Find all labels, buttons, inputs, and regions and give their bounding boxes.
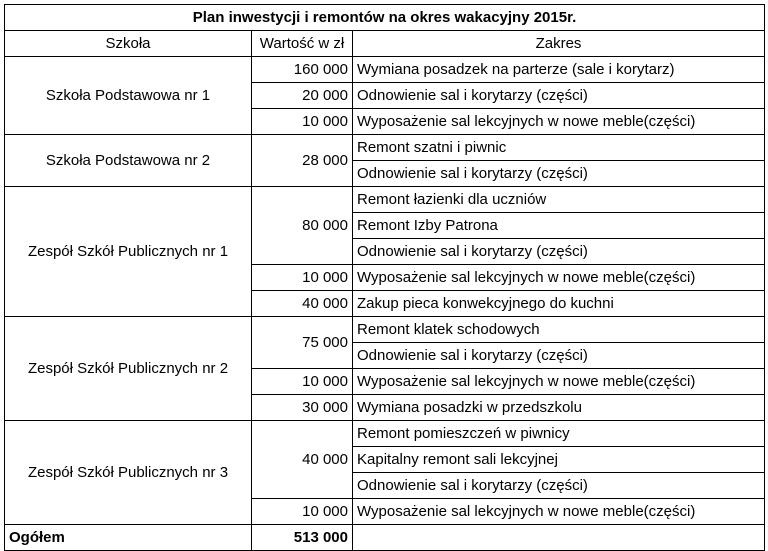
value-cell: 160 000 [252, 57, 353, 83]
scope-cell: Remont łazienki dla uczniów [353, 187, 765, 213]
header-row [5, 31, 765, 57]
table-row [5, 135, 765, 161]
scope-cell: Odnowienie sal i korytarzy (części) [353, 239, 765, 265]
scope-cell: Odnowienie sal i korytarzy (części) [353, 161, 765, 187]
value-cell: 28 000 [252, 135, 353, 187]
value-cell: 75 000 [252, 317, 353, 369]
scope-cell: Odnowienie sal i korytarzy (części) [353, 473, 765, 499]
school-cell: Szkoła Podstawowa nr 1 [5, 57, 252, 135]
column-header-value: Wartość w zł [252, 31, 353, 57]
scope-cell: Odnowienie sal i korytarzy (części) [353, 83, 765, 109]
title-row [5, 5, 765, 31]
scope-cell: Wyposażenie sal lekcyjnych w nowe meble(części) [353, 109, 765, 135]
scope-cell: Kapitalny remont sali lekcyjnej [353, 447, 765, 473]
column-header-scope: Zakres [353, 31, 765, 57]
table-row [5, 317, 765, 343]
scope-cell: Wyposażenie sal lekcyjnych w nowe meble(części) [353, 499, 765, 525]
school-cell: Zespół Szkół Publicznych nr 3 [5, 421, 252, 525]
school-cell: Szkoła Podstawowa nr 2 [5, 135, 252, 187]
value-cell: 10 000 [252, 109, 353, 135]
total-row [5, 525, 765, 551]
school-cell: Zespół Szkół Publicznych nr 2 [5, 317, 252, 421]
table-row [5, 57, 765, 83]
total-label: Ogółem [5, 525, 252, 551]
scope-cell: Remont Izby Patrona [353, 213, 765, 239]
value-cell: 40 000 [252, 291, 353, 317]
value-cell: 10 000 [252, 499, 353, 525]
investment-plan-table [4, 4, 765, 551]
scope-cell: Wyposażenie sal lekcyjnych w nowe meble(części) [353, 369, 765, 395]
scope-cell: Wymiana posadzek na parterze (sale i korytarz) [353, 57, 765, 83]
total-value: 513 000 [252, 525, 353, 551]
table-row [5, 187, 765, 213]
scope-cell: Remont pomieszczeń w piwnicy [353, 421, 765, 447]
value-cell: 10 000 [252, 369, 353, 395]
scope-cell: Remont klatek schodowych [353, 317, 765, 343]
scope-cell: Wyposażenie sal lekcyjnych w nowe meble(części) [353, 265, 765, 291]
value-cell: 80 000 [252, 187, 353, 265]
scope-cell: Zakup pieca konwekcyjnego do kuchni [353, 291, 765, 317]
value-cell: 40 000 [252, 421, 353, 499]
value-cell: 20 000 [252, 83, 353, 109]
table-row [5, 421, 765, 447]
school-cell: Zespół Szkół Publicznych nr 1 [5, 187, 252, 317]
scope-cell: Remont szatni i piwnic [353, 135, 765, 161]
scope-cell: Odnowienie sal i korytarzy (części) [353, 343, 765, 369]
table-title: Plan inwestycji i remontów na okres wakacyjny 2015r. [5, 5, 765, 31]
scope-cell: Wymiana posadzki w przedszkolu [353, 395, 765, 421]
spreadsheet [4, 4, 765, 551]
value-cell: 10 000 [252, 265, 353, 291]
column-header-school: Szkoła [5, 31, 252, 57]
value-cell: 30 000 [252, 395, 353, 421]
total-scope-empty [353, 525, 765, 551]
